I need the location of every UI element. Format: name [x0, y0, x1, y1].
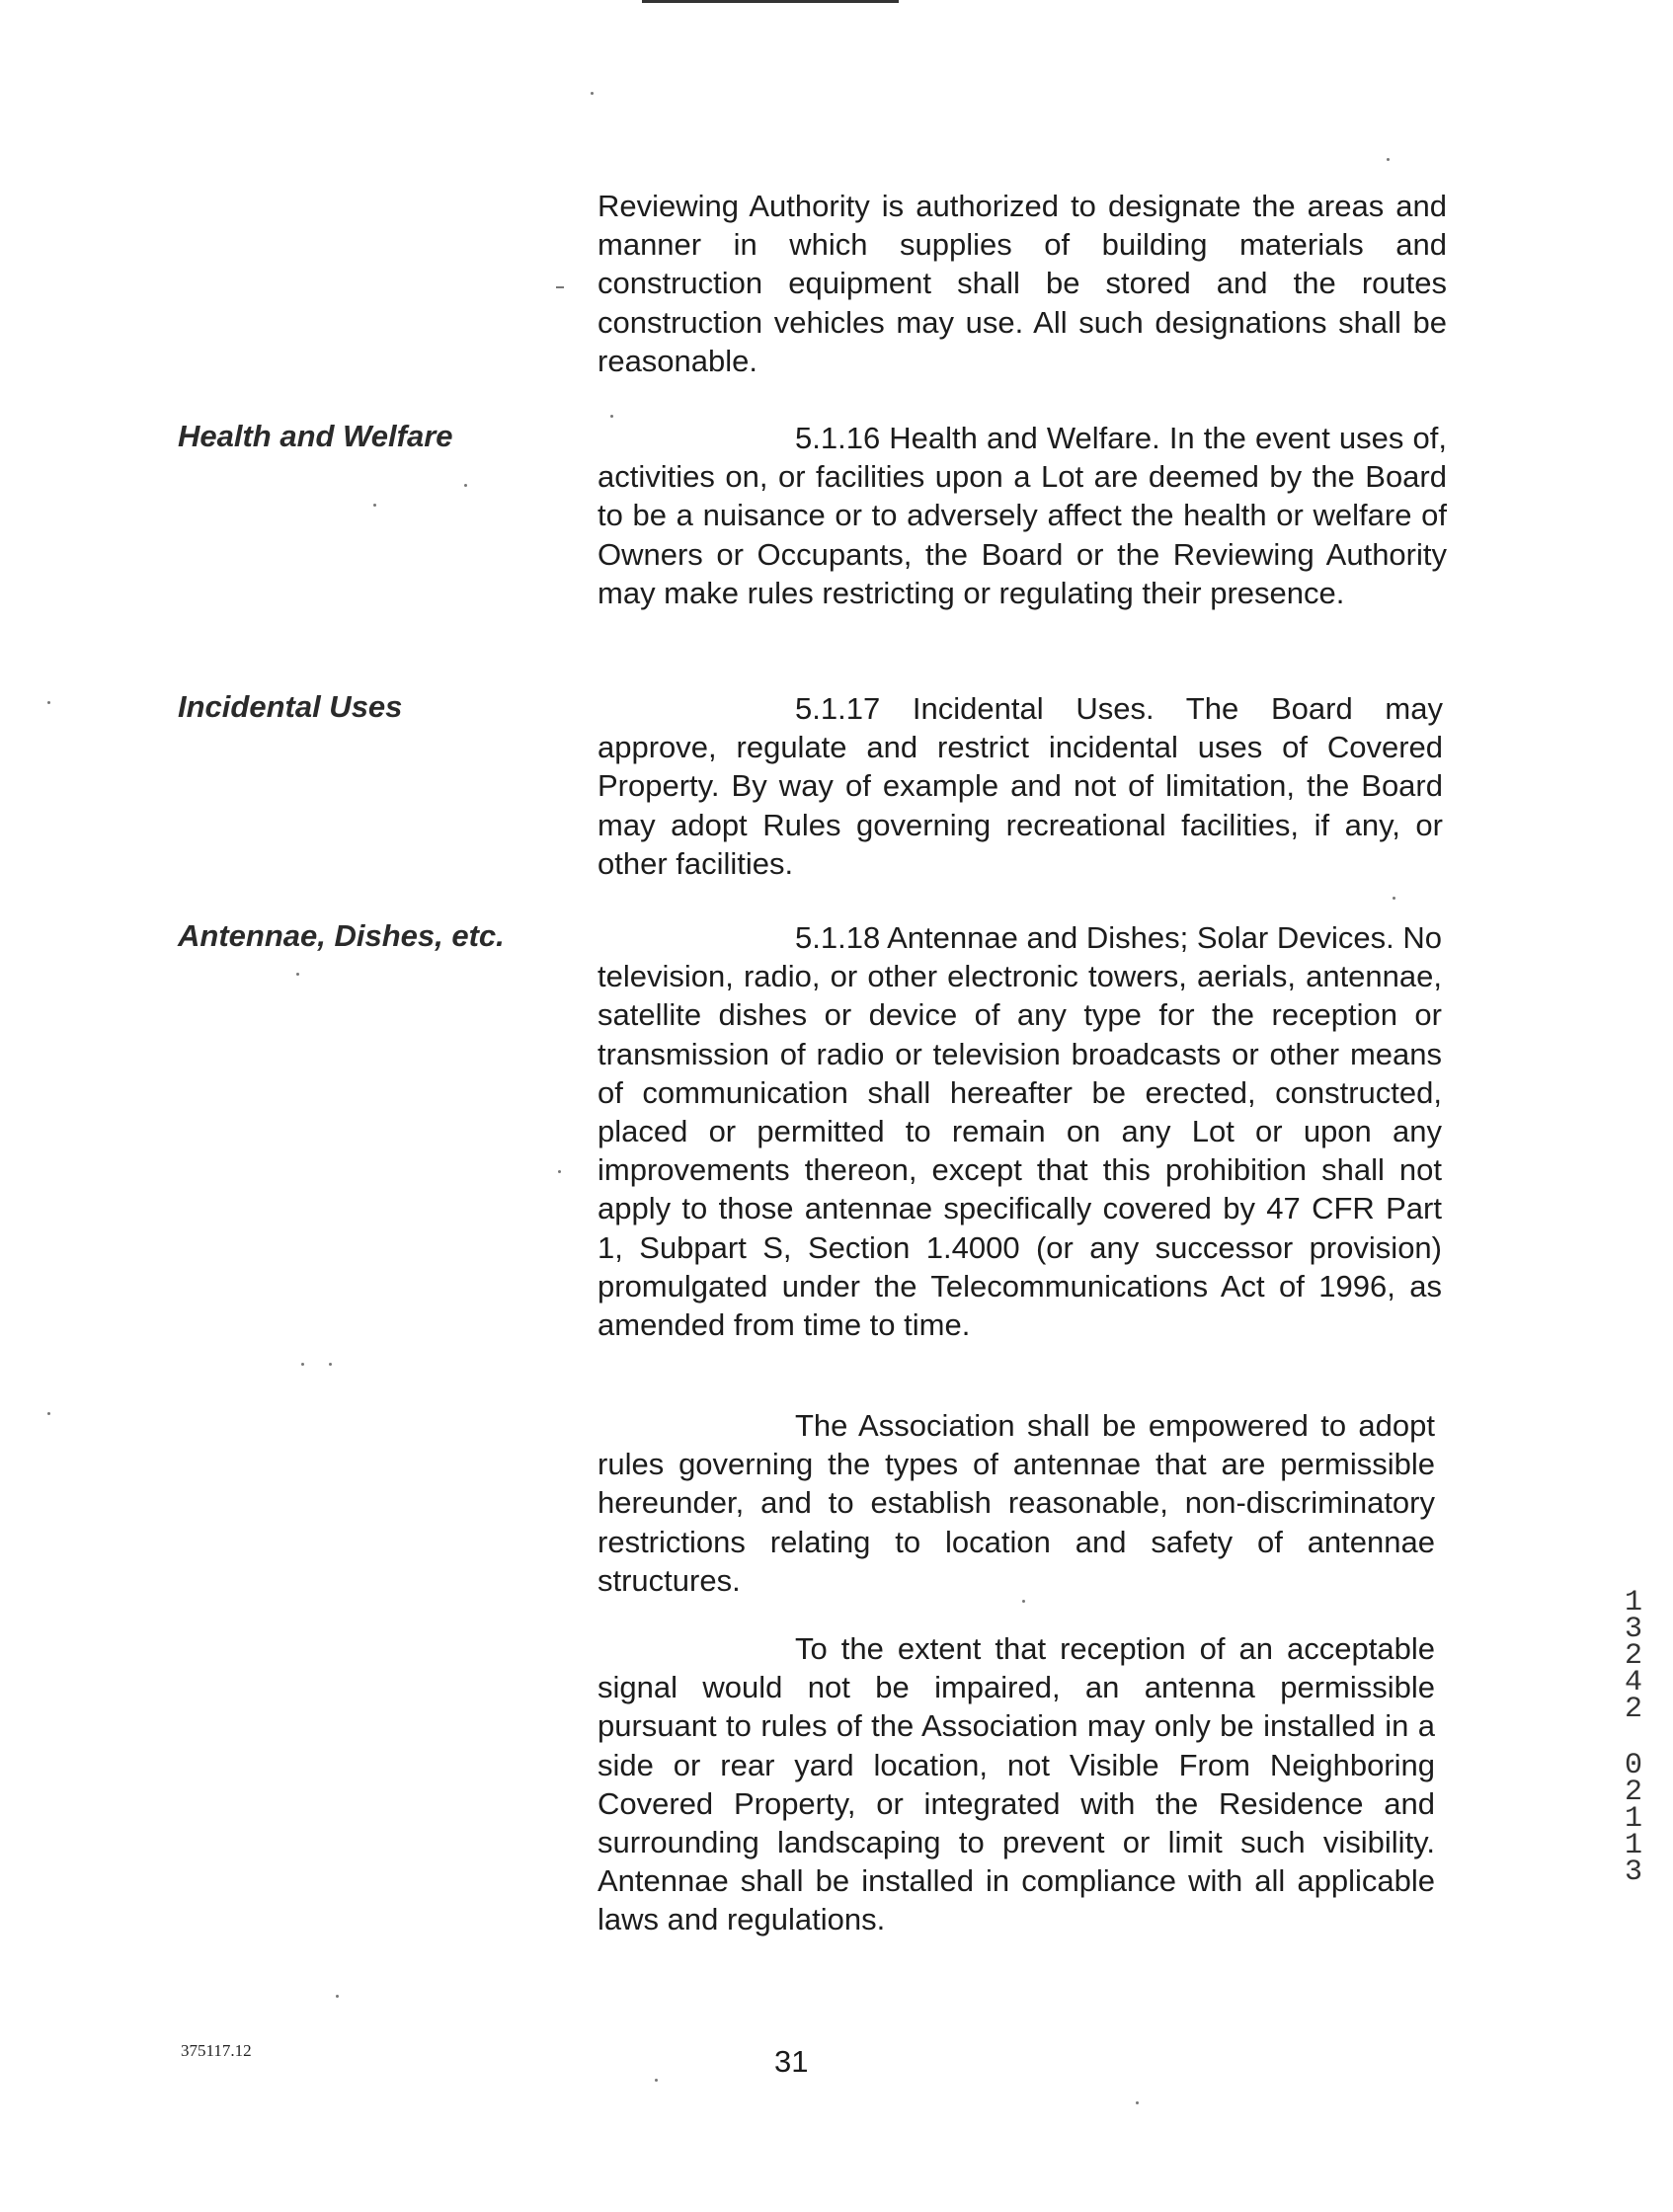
paragraph-5-1-18-antennae: 5.1.18 Antennae and Dishes; Solar Devices. No television, radio, or other electronic towers, aerials, antennae, satellite dishes or device of any type for the reception or transmission of radio or television broadcasts or other means of communication shall hereafter be erected, constructed, placed or permitted to remain on any Lot or upon any improvements thereon, except that this prohibition shall not apply to those antennae specifically covered by 47 CFR Part 1, Subpart S, Section 1.4000 (or any successor provision) promulgated under the Telecommunications Act of 1996, as amended from time to time. — [598, 920, 1442, 1343]
scan-speck — [336, 1995, 339, 1998]
scan-speck — [47, 1412, 50, 1415]
scan-speck — [556, 286, 564, 288]
scan-speck — [329, 1363, 332, 1366]
scan-speck — [296, 973, 299, 976]
scan-speck — [464, 484, 467, 487]
stamp-digit: 1 — [1624, 1586, 1642, 1620]
top-scan-line — [642, 0, 899, 3]
paragraph-association-rules: The Association shall be empowered to adopt rules governing the types of antennae that are permissible hereunder, and to establish reasonable, non-discriminatory restrictions relating to location and safety of antennae structures. — [598, 1408, 1435, 1598]
margin-heading-incidental-uses: Incidental Uses — [178, 689, 403, 724]
scan-speck — [591, 92, 594, 95]
paragraph-5-1-17-incidental-uses: 5.1.17 Incidental Uses. The Board may approve, regulate and restrict incidental uses of Covered Property. By way of example and not of limitation, the Board may adopt Rules governing recreational facilities, if any, or other facilities. — [598, 691, 1443, 881]
scan-speck — [610, 415, 613, 418]
footer-document-id: 375117.12 — [181, 2041, 252, 2060]
scan-speck — [655, 2079, 658, 2082]
paragraph-reviewing-authority: Reviewing Authority is authorized to designate the areas and manner in which supplies of building materials and construction equipment shall be stored and the routes construction vehicles may use. All such designations shall be reasonable. — [598, 189, 1447, 378]
scan-speck — [1387, 158, 1390, 161]
scan-speck — [1136, 2101, 1139, 2104]
scan-speck — [558, 1170, 561, 1173]
page-number: 31 — [774, 2044, 809, 2079]
stamp-digit: 3 — [1624, 1613, 1642, 1646]
scan-speck — [1393, 897, 1395, 900]
stamp-digit: 3 — [1624, 1856, 1642, 1889]
stamp-digit: 1 — [1624, 1802, 1642, 1836]
paragraph-antenna-installation: To the extent that reception of an acceptable signal would not be impaired, an antenna permissible pursuant to rules of the Association may only be installed in a side or rear yard location, not Visible From Neighboring Covered Property, or integrated with the Residence and surrounding landscaping to prevent or limit such visibility. Antennae shall be installed in compliance with all applicable laws and regulations. — [598, 1631, 1435, 1937]
margin-heading-antennae: Antennae, Dishes, etc. — [178, 918, 505, 953]
stamp-digit: 2 — [1624, 1693, 1642, 1726]
paragraph-5-1-16-health-welfare: 5.1.16 Health and Welfare. In the event uses of, activities on, or facilities upon a Lot are deemed by the Board to be a nuisance or to adversely affect the health or welfare of Owners or Occupants, the Board or the Reviewing Authority may make rules restricting or regulating their presence. — [598, 421, 1447, 610]
stamp-digit: 1 — [1624, 1829, 1642, 1862]
stamp-digit: 0 — [1624, 1749, 1642, 1782]
scan-speck — [47, 701, 50, 704]
stamp-digit: 2 — [1624, 1639, 1642, 1673]
scan-speck — [373, 504, 376, 507]
scan-speck — [301, 1363, 304, 1366]
scan-speck — [1022, 1600, 1025, 1603]
stamp-digit: 2 — [1624, 1776, 1642, 1809]
stamp-digit: 4 — [1624, 1666, 1642, 1699]
recording-stamp — [1616, 1586, 1651, 1889]
margin-heading-health-welfare: Health and Welfare — [178, 419, 453, 453]
